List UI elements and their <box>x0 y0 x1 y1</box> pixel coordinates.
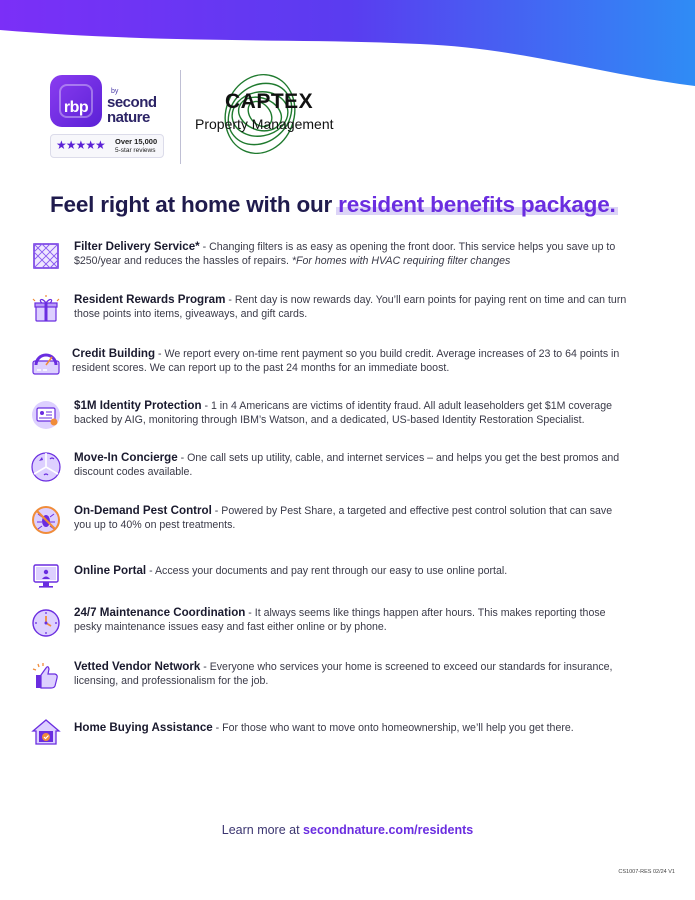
benefit-desc: - Powered by Pest Share, a targeted and effective pest control solution that can save you up to 40% on pest treatments. <box>74 505 613 531</box>
no-bug-icon <box>30 504 62 536</box>
page-headline <box>50 192 616 218</box>
star-rating-icon: ★★★★★ <box>56 138 105 152</box>
second-nature-logo <box>107 88 165 125</box>
footer-cta <box>0 823 695 837</box>
reviews-count: Over 15,000 <box>115 137 158 146</box>
benefit-title: 24/7 Maintenance Coordination <box>74 606 246 619</box>
benefit-title: Credit Building <box>72 347 156 360</box>
headline-accent: resident benefits package. <box>338 192 616 217</box>
gift-icon <box>30 293 62 325</box>
reviews-sub: 5-star reviews <box>115 147 156 154</box>
by-label: by <box>111 88 119 95</box>
home-check-icon <box>30 716 62 748</box>
benefit-desc: - It always seems like things happen after hours. This makes reporting those pesky maintenance issues easy and fast either online or by phone. <box>74 607 606 633</box>
thumbs-up-icon <box>30 660 62 692</box>
benefit-desc: - 1 in 4 Americans are victims of identity fraud. All adult leaseholders get $1M coverage backed by AIG, monitoring through IBM’s Watson, and a dedicated, US-based Identity Restoration Specialist. <box>74 400 612 426</box>
footer-lead: Learn more at <box>221 823 304 837</box>
clock-icon <box>30 606 62 638</box>
benefit-title: Vetted Vendor Network <box>74 660 201 673</box>
benefit-desc: - We report every on-time rent payment so you build credit. Average increases of 23 to 64 points in resident scores. We can report up to the past 24 months for an immediate boost. <box>72 348 620 374</box>
benefit-title: Filter Delivery Service* <box>74 240 200 253</box>
id-card-icon <box>30 399 62 431</box>
logo-bar <box>50 68 650 168</box>
rbp-logo-text: rbp <box>63 99 89 116</box>
benefit-desc: - Changing filters is as easy as opening the front door. This service helps you save up to $250/year and reduces the hassles of repairs. <box>74 241 616 267</box>
document-code: CS1007-RES 02/24 V1 <box>618 869 675 875</box>
second-nature-wordmark: second nature <box>107 94 157 126</box>
benefit-title: Move-In Concierge <box>74 451 178 464</box>
captex-logo-subtitle: Property Management <box>195 116 334 132</box>
benefit-title: $1M Identity Protection <box>74 399 202 412</box>
captex-logo-title: CAPTEX <box>225 90 314 113</box>
benefit-desc: - One call sets up utility, cable, and internet services – and helps you get the best promos and discount codes available. <box>74 452 620 478</box>
headline-lead: Feel right at home with our <box>50 192 339 217</box>
credit-gauge-icon <box>30 347 62 379</box>
benefit-desc: - Everyone who services your home is screened to exceed our standards for insurance, licensing, and professionalism for the job. <box>74 661 613 687</box>
benefit-desc: - For those who want to move onto homeownership, we’ll help you get there. <box>212 722 574 734</box>
benefit-desc: - Access your documents and pay rent through our easy to use online portal. <box>146 565 508 577</box>
monitor-icon <box>30 560 62 592</box>
rbp-logo <box>50 75 102 127</box>
logo-divider <box>180 70 181 164</box>
residents-link[interactable]: secondnature.com/residents <box>303 823 474 837</box>
benefit-title: Resident Rewards Program <box>74 293 226 306</box>
utilities-icon <box>30 451 62 483</box>
captex-swirl-icon <box>220 68 300 160</box>
reviews-badge <box>50 134 164 158</box>
benefit-title: On-Demand Pest Control <box>74 504 212 517</box>
benefit-note: *For homes with HVAC requiring filter changes <box>291 255 511 267</box>
filter-icon <box>30 240 62 272</box>
benefit-title: Home Buying Assistance <box>74 721 213 734</box>
benefit-title: Online Portal <box>74 564 147 577</box>
benefit-desc: - Rent day is now rewards day. You’ll earn points for paying rent on time and can turn those points into items, giveaways, and gift cards. <box>74 294 627 320</box>
